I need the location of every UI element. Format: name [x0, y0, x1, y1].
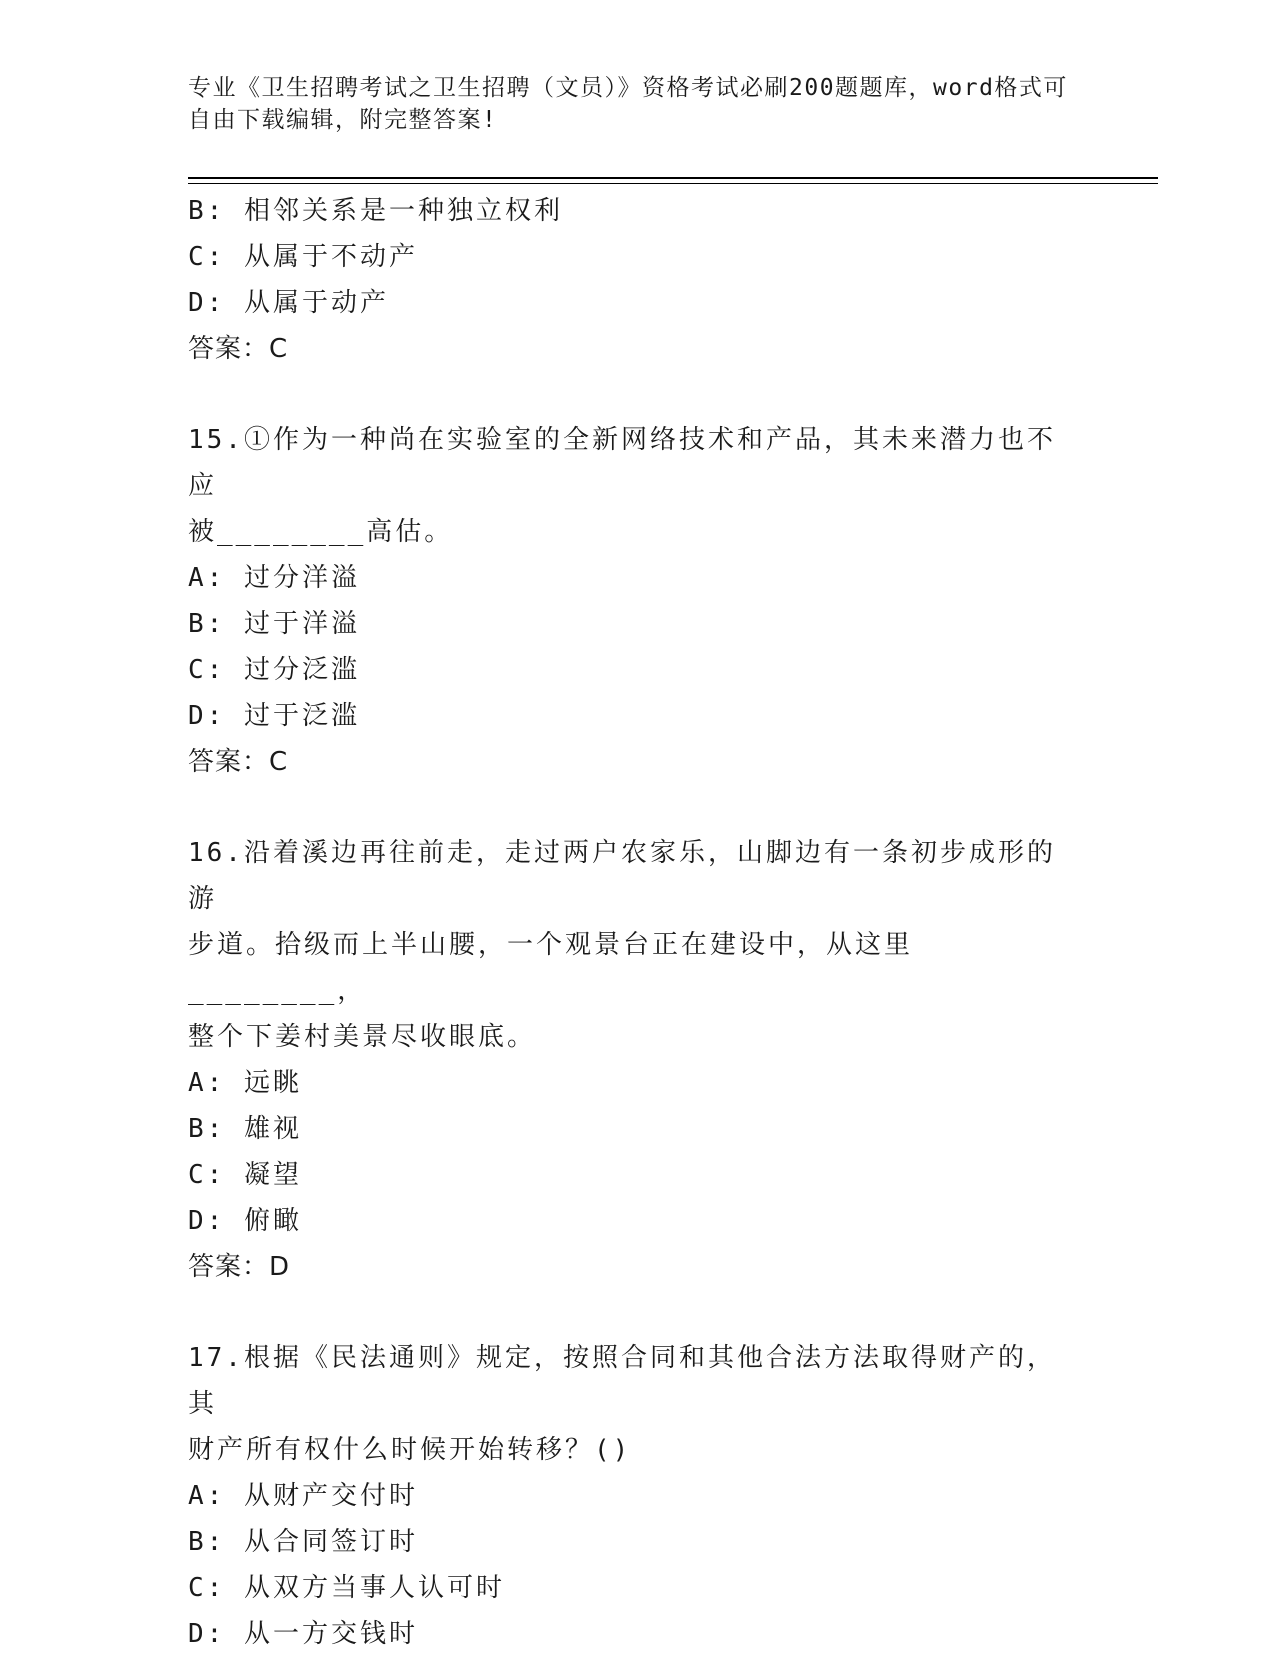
option-c: C: 从双方当事人认可时 — [188, 1573, 505, 1603]
document-header: 专业《卫生招聘考试之卫生招聘（文员）》资格考试必刷200题题库，word格式可自由下载编辑，附完整答案! — [188, 75, 1068, 133]
option-d: D: 从一方交钱时 — [188, 1619, 418, 1649]
option-b: B: 雄视 — [188, 1114, 302, 1144]
answer-line: 答案：C — [188, 747, 289, 777]
question-16 — [188, 830, 1088, 1290]
option-d: D: 俯瞰 — [188, 1206, 302, 1236]
answer-line: 答案：C — [188, 334, 289, 364]
question-stem: 15.①作为一种尚在实验室的全新网络技术和产品，其未来潜力也不应 被________高估。 — [188, 425, 1056, 547]
option-c: C: 从属于不动产 — [188, 242, 418, 272]
header-divider-thick — [188, 177, 1158, 179]
option-d: D: 从属于动产 — [188, 288, 389, 318]
spacer — [188, 372, 1088, 417]
question-stem: 17.根据《民法通则》规定，按照合同和其他合法方法取得财产的，其 财产所有权什么时候开始转移？() — [188, 1343, 1056, 1465]
spacer — [188, 785, 1088, 830]
header-divider-thin — [188, 183, 1158, 184]
question-stem: 16.沿着溪边再往前走，走过两户农家乐，山脚边有一条初步成形的游 步道。拾级而上半山腰，一个观景台正在建设中，从这里________， 整个下姜村美景尽收眼底。 — [188, 838, 1056, 1052]
option-a: A: 从财产交付时 — [188, 1481, 418, 1511]
option-b: B: 从合同签订时 — [188, 1527, 418, 1557]
question-list — [188, 188, 1088, 1657]
option-b: B: 过于洋溢 — [188, 609, 360, 639]
option-c: C: 凝望 — [188, 1160, 302, 1190]
option-a: A: 过分洋溢 — [188, 563, 360, 593]
spacer — [188, 1290, 1088, 1335]
answer-line: 答案：D — [188, 1252, 291, 1282]
option-b: B: 相邻关系是一种独立权利 — [188, 196, 563, 226]
question-14-continuation — [188, 188, 1088, 372]
question-15 — [188, 417, 1088, 785]
option-d: D: 过于泛滥 — [188, 701, 360, 731]
question-17 — [188, 1335, 1088, 1657]
option-c: C: 过分泛滥 — [188, 655, 360, 685]
option-a: A: 远眺 — [188, 1068, 302, 1098]
